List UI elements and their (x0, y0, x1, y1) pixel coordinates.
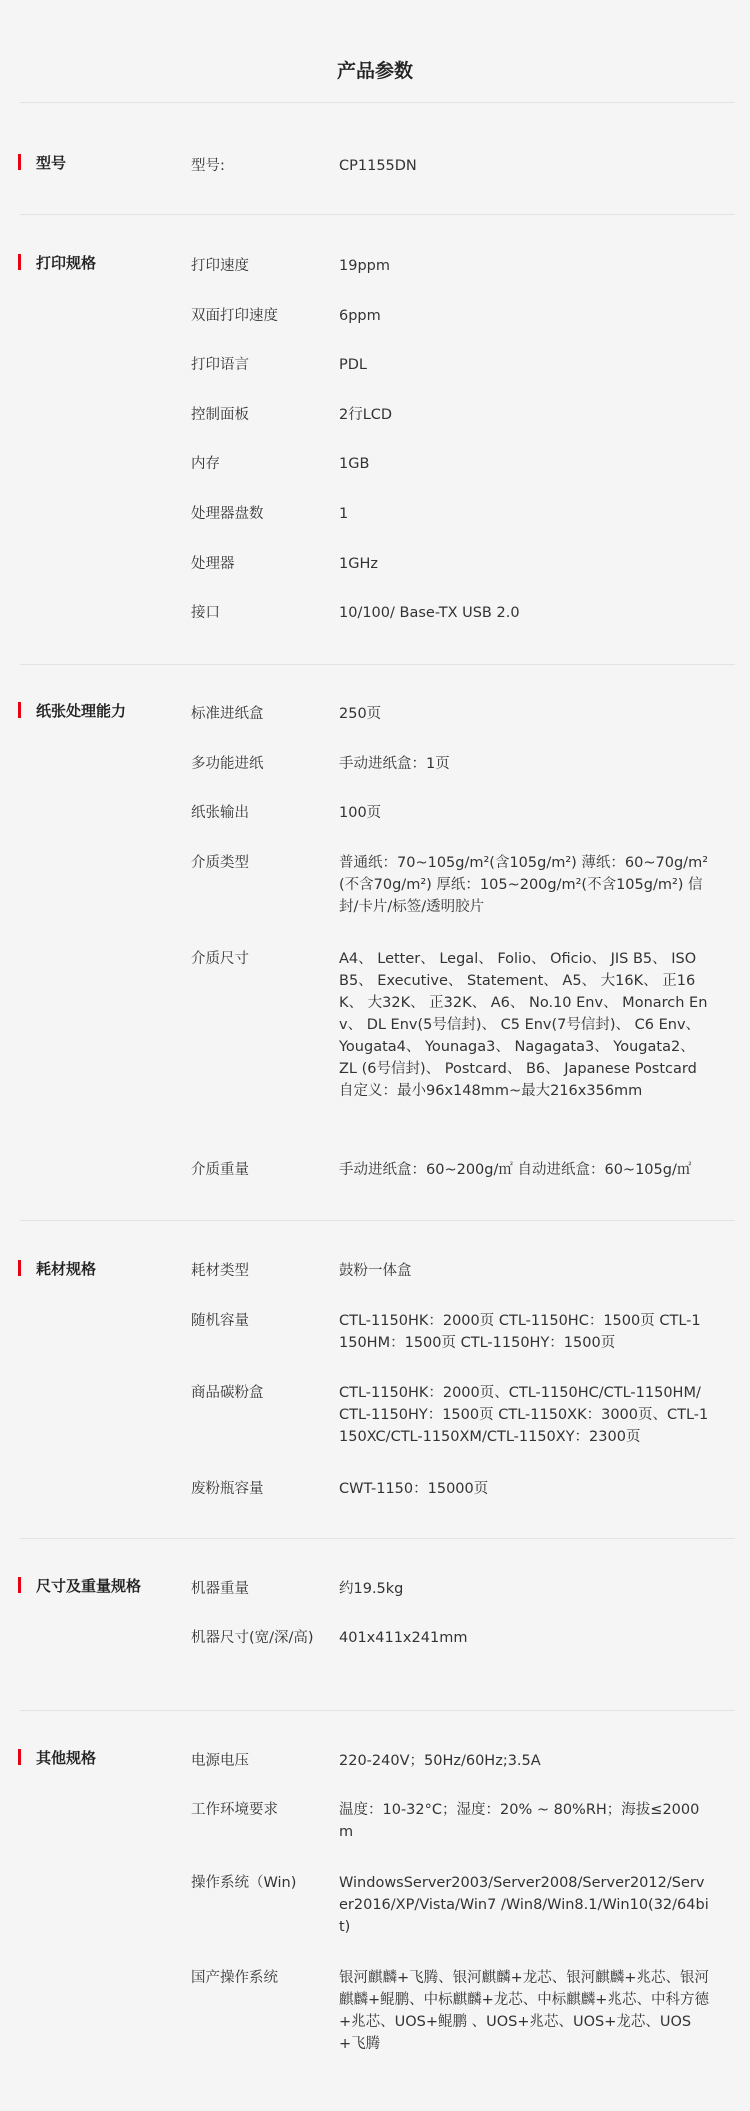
spec-value: 1GB (339, 456, 370, 472)
spec-key: 标准进纸盒 (191, 706, 264, 722)
divider (20, 102, 735, 103)
spec-key: 处理器盘数 (191, 506, 264, 522)
spec-value: 6ppm (339, 308, 381, 324)
spec-value: CWT-1150：15000页 (339, 1481, 489, 1497)
spec-value: CP1155DN (339, 158, 417, 174)
spec-key: 打印速度 (191, 258, 249, 274)
spec-value: CTL-1150HK：2000页 CTL-1150HC：1500页 CTL-1150HM：1500页 CTL-1150HY：1500页 (339, 1313, 701, 1351)
section-accent-bar (18, 1260, 21, 1276)
spec-value: 鼓粉一体盒 (339, 1263, 412, 1279)
section-title: 打印规格 (36, 254, 97, 272)
spec-value: 19ppm (339, 258, 390, 274)
spec-value: 401x411x241mm (339, 1630, 468, 1646)
section-label-paper-handling (18, 700, 126, 721)
spec-value: 银河麒麟+飞腾、银河麒麟+龙芯、银河麒麟+兆芯、银河麒麟+鲲鹏、中标麒麟+龙芯、中标麒麟+兆芯、中科方德+兆芯、UOS+鲲鹏 、UOS+兆芯、UOS+龙芯、UOS+飞腾 (339, 1970, 709, 2052)
spec-key: 商品碳粉盒 (191, 1385, 264, 1401)
section-accent-bar (18, 254, 21, 270)
spec-key: 工作环境要求 (191, 1802, 278, 1818)
section-label-consumables (18, 1258, 96, 1279)
spec-key: 国产操作系统 (191, 1970, 278, 1986)
spec-value: CTL-1150HK：2000页、CTL-1150HC/CTL-1150HM/CTL-1150HY：1500页 CTL-1150XK：3000页、CTL-1150XC/CTL-1150XM/CTL-1150XY：2300页 (339, 1385, 709, 1445)
spec-key: 电源电压 (191, 1753, 249, 1769)
spec-key: 介质类型 (191, 855, 249, 871)
spec-value: PDL (339, 357, 367, 373)
spec-value: 手动进纸盒：1页 (339, 756, 450, 772)
spec-key: 型号: (191, 158, 225, 174)
spec-key: 接口 (191, 605, 220, 621)
divider (20, 214, 735, 215)
spec-value: 10/100/ Base-TX USB 2.0 (339, 605, 520, 621)
spec-value: 100页 (339, 805, 382, 821)
page-title: 产品参数 (336, 60, 413, 82)
section-accent-bar (18, 702, 21, 718)
spec-value: WindowsServer2003/Server2008/Server2012/Server2016/XP/Vista/Win7 /Win8/Win8.1/Win10(32/64bit) (339, 1875, 709, 1935)
spec-value: 普通纸：70~105g/m²(含105g/m²) 薄纸：60~70g/m²(不含70g/m²) 厚纸：105~200g/m²(不含105g/m²) 信封/卡片/标签/透明胶片 (339, 855, 709, 915)
section-label-model (18, 152, 66, 173)
spec-key: 介质重量 (191, 1162, 249, 1178)
spec-key: 耗材类型 (191, 1263, 249, 1279)
spec-key: 控制面板 (191, 407, 249, 423)
spec-key: 双面打印速度 (191, 308, 278, 324)
section-title: 纸张处理能力 (36, 702, 127, 720)
section-label-other-spec (18, 1747, 96, 1768)
section-accent-bar (18, 1577, 21, 1593)
divider (20, 1220, 735, 1221)
section-title: 型号 (36, 154, 67, 172)
spec-value: 2行LCD (339, 407, 393, 423)
section-label-dimensions-weight (18, 1575, 141, 1596)
spec-key: 处理器 (191, 556, 235, 572)
spec-value: 温度：10-32°C；湿度：20% ~ 80%RH；海拔≤2000m (339, 1802, 700, 1840)
section-accent-bar (18, 1749, 21, 1765)
divider (20, 1710, 735, 1711)
spec-key: 操作系统（Win) (191, 1875, 297, 1891)
section-label-print-spec (18, 252, 96, 273)
section-title: 尺寸及重量规格 (36, 1577, 142, 1595)
spec-key: 纸张输出 (191, 805, 249, 821)
section-accent-bar (18, 154, 21, 170)
spec-value: 1 (339, 506, 349, 522)
spec-key: 内存 (191, 456, 220, 472)
spec-key: 打印语言 (191, 357, 249, 373)
spec-value: 1GHz (339, 556, 378, 572)
divider (20, 1538, 735, 1539)
spec-key: 机器重量 (191, 1581, 249, 1597)
spec-key: 废粉瓶容量 (191, 1481, 264, 1497)
spec-key: 随机容量 (191, 1313, 249, 1329)
spec-key: 机器尺寸(宽/深/高) (191, 1630, 314, 1646)
divider (20, 664, 735, 665)
spec-value: 手动进纸盒：60~200g/㎡ 自动进纸盒：60~105g/㎡ (339, 1162, 692, 1178)
spec-value: 220-240V；50Hz/60Hz;3.5A (339, 1753, 541, 1769)
section-title: 其他规格 (36, 1749, 97, 1767)
spec-key: 介质尺寸 (191, 951, 249, 967)
spec-value: 250页 (339, 706, 382, 722)
section-title: 耗材规格 (36, 1260, 97, 1278)
spec-value: A4、 Letter、 Legal、 Folio、 Oficio、 JIS B5、 ISO B5、 Executive、 Statement、 A5、 大16K、 正16K、 大32K、 正32K、 A6、 No.10 Env、 Monarch Env、 DL Env(5号信封)、 C5 Env(7号信封)、 C6 Env、 Yougata4、 Younaga3、 Nagagata3、 Yougata2、 ZL (6号信封)、 Postcard、 B6、 Japanese Postcard 自定义：最小96x148mm~最大216x356mm (339, 951, 708, 1099)
spec-key: 多功能进纸 (191, 756, 264, 772)
spec-value: 约19.5kg (339, 1581, 404, 1597)
